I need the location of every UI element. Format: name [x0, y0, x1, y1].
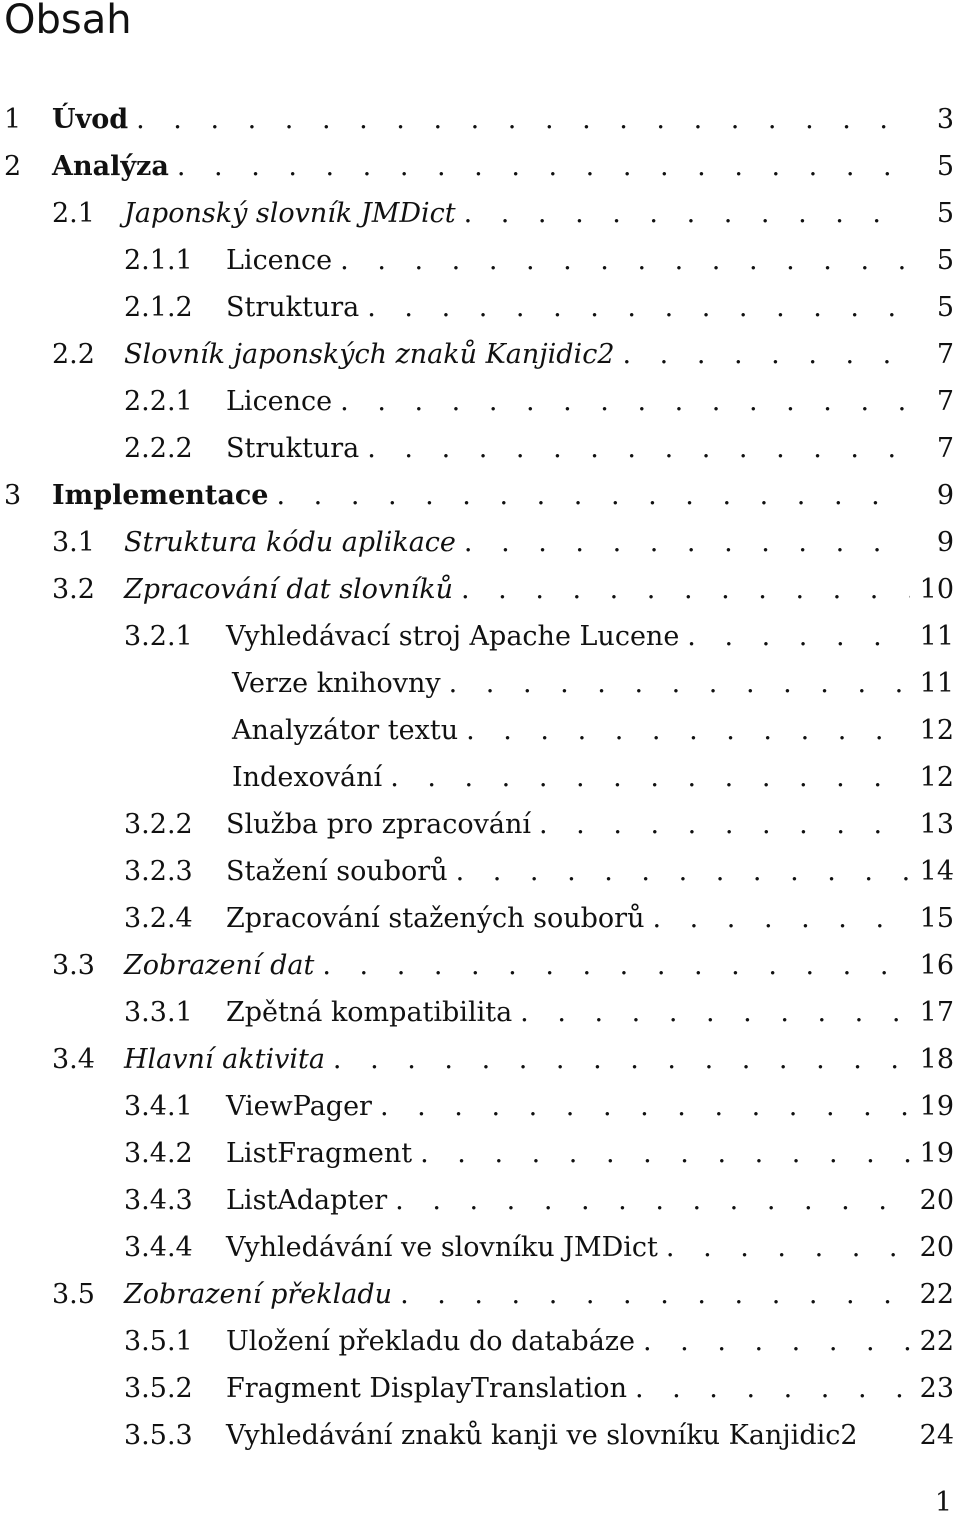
toc-entry[interactable] [0, 96, 960, 143]
toc-entry-page: 11 [919, 668, 954, 699]
dot-leader [456, 519, 910, 566]
toc-entry[interactable] [0, 284, 960, 331]
toc-entry-number: 1 [4, 104, 22, 135]
dot-leader [392, 1271, 910, 1318]
table-of-contents [0, 96, 960, 1459]
toc-entry-number: 2.1.1 [124, 245, 193, 276]
toc-entry-title: Verze knihovny [232, 668, 441, 699]
toc-entry[interactable] [0, 848, 960, 895]
toc-entry-title: Implementace [52, 480, 269, 511]
toc-entry-title: Zpětná kompatibilita [226, 997, 513, 1028]
toc-entry-page: 18 [919, 1044, 954, 1075]
dot-leader [332, 237, 910, 284]
toc-entry-page: 7 [936, 433, 954, 464]
dot-leader [512, 989, 910, 1036]
toc-entry-title: ViewPager [226, 1091, 372, 1122]
toc-entry[interactable] [0, 566, 960, 613]
toc-entry[interactable] [0, 1130, 960, 1177]
toc-entry-number: 2 [4, 151, 22, 182]
toc-entry-number: 2.1.2 [124, 292, 193, 323]
dot-leader [359, 284, 910, 331]
dot-leader [615, 331, 911, 378]
toc-entry[interactable] [0, 331, 960, 378]
toc-entry-page: 15 [919, 903, 954, 934]
dot-leader [456, 190, 910, 237]
dot-leader [332, 378, 910, 425]
toc-entry-title: ListFragment [226, 1138, 413, 1169]
toc-entry-page: 23 [919, 1373, 954, 1404]
toc-entry[interactable] [0, 472, 960, 519]
toc-entry[interactable] [0, 1177, 960, 1224]
toc-entry-number: 3.2.4 [124, 903, 193, 934]
toc-entry-title: Vyhledávací stroj Apache Lucene [226, 621, 680, 652]
toc-entry-number: 3.1 [52, 527, 95, 558]
toc-entry-title: Struktura [226, 292, 360, 323]
toc-entry[interactable] [0, 1412, 960, 1459]
dot-leader [412, 1130, 910, 1177]
toc-entry-number: 3.3 [52, 950, 95, 981]
toc-entry-page: 9 [936, 480, 954, 511]
toc-entry-page: 17 [919, 997, 954, 1028]
toc-entry[interactable] [0, 754, 960, 801]
toc-entry-page: 13 [919, 809, 954, 840]
dot-leader [644, 895, 910, 942]
toc-entry-title: Japonský slovník JMDict [124, 198, 456, 229]
dot-leader [359, 425, 910, 472]
toc-entry[interactable] [0, 942, 960, 989]
toc-entry-number: 3.2 [52, 574, 95, 605]
toc-entry-title: Zpracování stažených souborů [226, 903, 645, 934]
toc-entry-page: 22 [919, 1279, 954, 1310]
toc-entry-title: Analýza [52, 151, 169, 182]
toc-entry-title: Úvod [52, 104, 129, 135]
toc-entry-title: Licence [226, 245, 333, 276]
page-number: 1 [934, 1487, 952, 1518]
toc-entry[interactable] [0, 707, 960, 754]
toc-entry-title: ListAdapter [226, 1185, 388, 1216]
page-title: Obsah [4, 0, 132, 43]
dot-leader [627, 1365, 910, 1412]
toc-entry-title: Zpracování dat slovníků [124, 574, 453, 605]
toc-entry[interactable] [0, 190, 960, 237]
toc-entry-page: 5 [936, 151, 954, 182]
toc-entry-page: 20 [919, 1185, 954, 1216]
toc-entry-number: 2.2 [52, 339, 95, 370]
toc-entry-number: 3.4.1 [124, 1091, 193, 1122]
toc-entry[interactable] [0, 237, 960, 284]
toc-entry-page: 19 [919, 1091, 954, 1122]
toc-entry[interactable] [0, 660, 960, 707]
dot-leader [169, 143, 910, 190]
toc-entry-title: Indexování [232, 762, 383, 793]
toc-entry-page: 5 [936, 292, 954, 323]
toc-entry-title: Struktura [226, 433, 360, 464]
toc-entry-page: 7 [936, 386, 954, 417]
toc-entry-title: Licence [226, 386, 333, 417]
dot-leader [268, 472, 910, 519]
toc-entry[interactable] [0, 1036, 960, 1083]
toc-entry-page: 22 [919, 1326, 954, 1357]
toc-entry-title: Služba pro zpracování [226, 809, 532, 840]
toc-entry-page: 5 [936, 245, 954, 276]
toc-entry-page: 24 [919, 1420, 954, 1451]
dot-leader [372, 1083, 910, 1130]
dot-leader [441, 660, 910, 707]
toc-entry-title: Fragment DisplayTranslation [226, 1373, 627, 1404]
toc-entry[interactable] [0, 378, 960, 425]
toc-entry[interactable] [0, 1365, 960, 1412]
toc-entry[interactable] [0, 143, 960, 190]
toc-entry[interactable] [0, 613, 960, 660]
toc-entry-number: 3 [4, 480, 22, 511]
dot-leader [325, 1036, 910, 1083]
toc-entry-page: 10 [919, 574, 954, 605]
toc-entry[interactable] [0, 1271, 960, 1318]
toc-entry[interactable] [0, 989, 960, 1036]
toc-entry-page: 19 [919, 1138, 954, 1169]
toc-entry[interactable] [0, 895, 960, 942]
toc-entry-number: 3.5 [52, 1279, 95, 1310]
toc-entry-page: 11 [919, 621, 954, 652]
toc-entry-page: 16 [919, 950, 954, 981]
toc-entry-title: Analyzátor textu [232, 715, 459, 746]
toc-entry-number: 3.2.1 [124, 621, 193, 652]
toc-entry-page: 7 [936, 339, 954, 370]
toc-entry-page: 5 [936, 198, 954, 229]
toc-entry-number: 2.1 [52, 198, 95, 229]
toc-entry-number: 3.2.3 [124, 856, 193, 887]
toc-entry-number: 3.3.1 [124, 997, 193, 1028]
toc-entry-number: 2.2.1 [124, 386, 193, 417]
toc-entry-title: Struktura kódu aplikace [124, 527, 456, 558]
dot-leader [314, 942, 910, 989]
dot-leader [453, 566, 910, 613]
dot-leader [531, 801, 910, 848]
toc-entry-page: 20 [919, 1232, 954, 1263]
toc-entry-number: 3.4.3 [124, 1185, 193, 1216]
toc-entry[interactable] [0, 1083, 960, 1130]
toc-entry-number: 2.2.2 [124, 433, 193, 464]
toc-entry-title: Zobrazení překladu [124, 1279, 393, 1310]
dot-leader [635, 1318, 910, 1365]
toc-entry[interactable] [0, 519, 960, 566]
toc-entry[interactable] [0, 425, 960, 472]
dot-leader [382, 754, 910, 801]
toc-entry-title: Zobrazení dat [124, 950, 315, 981]
toc-entry[interactable] [0, 1318, 960, 1365]
toc-entry-title: Stažení souborů [226, 856, 448, 887]
toc-entry[interactable] [0, 1224, 960, 1271]
toc-entry-number: 3.2.2 [124, 809, 193, 840]
toc-entry-page: 3 [936, 104, 954, 135]
toc-entry-title: Slovník japonských znaků Kanjidic2 [124, 339, 615, 370]
dot-leader [679, 613, 910, 660]
toc-entry[interactable] [0, 801, 960, 848]
dot-leader [458, 707, 910, 754]
toc-entry-title: Vyhledávání znaků kanji ve slovníku Kanjidic2 [226, 1420, 858, 1451]
toc-entry-title: Vyhledávání ve slovníku JMDict [226, 1232, 658, 1263]
dot-leader [658, 1224, 910, 1271]
toc-entry-number: 3.5.2 [124, 1373, 193, 1404]
toc-entry-title: Hlavní aktivita [124, 1044, 325, 1075]
toc-entry-title: Uložení překladu do databáze [226, 1326, 636, 1357]
toc-entry-number: 3.4.2 [124, 1138, 193, 1169]
dot-leader [128, 96, 910, 143]
dot-leader [448, 848, 910, 895]
toc-entry-number: 3.5.1 [124, 1326, 193, 1357]
toc-entry-page: 14 [919, 856, 954, 887]
toc-entry-page: 12 [919, 715, 954, 746]
dot-leader [387, 1177, 910, 1224]
toc-entry-number: 3.4.4 [124, 1232, 193, 1263]
toc-entry-number: 3.5.3 [124, 1420, 193, 1451]
toc-entry-number: 3.4 [52, 1044, 95, 1075]
toc-entry-page: 9 [936, 527, 954, 558]
toc-entry-page: 12 [919, 762, 954, 793]
